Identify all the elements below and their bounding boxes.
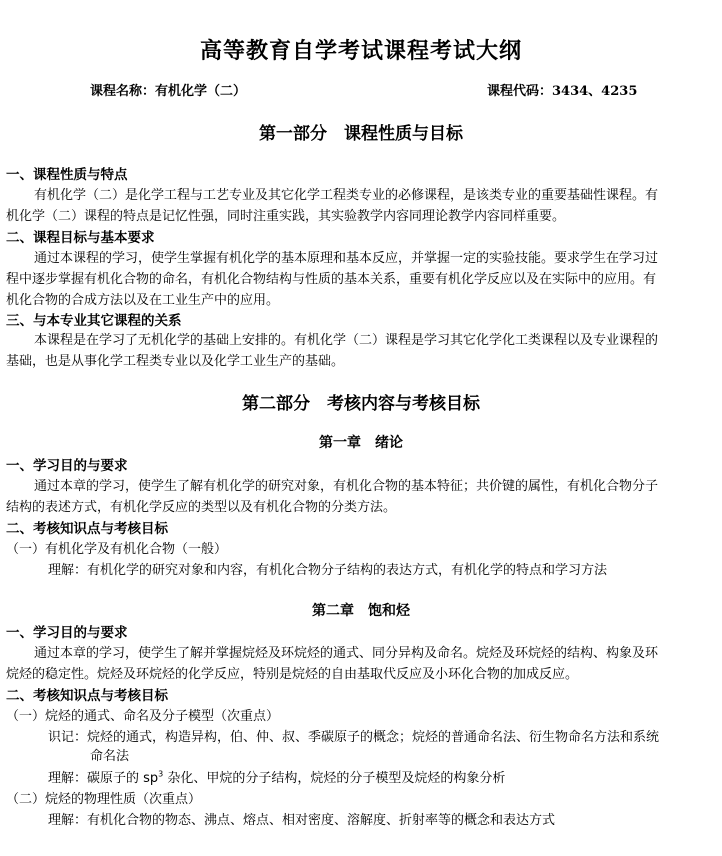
part1-section2-line: 通过本课程的学习，使学生掌握有机化学的基本原理和基本反应，并掌握一定的实验技能。要求学生在学习过 [34, 251, 659, 266]
part1-section2-heading: 二、课程目标与基本要求 [6, 230, 155, 246]
chapter1-section1-line: 结构的表述方式，有机化学反应的类型以及有机化合物的分类方法。 [6, 500, 397, 515]
chapter2-item1-memorize: 识记：烷烃的通式，构造异构，伯、仲、叔、季碳原子的概念；烷烃的普通命名法、衍生物命名方法和系统 [48, 730, 660, 745]
part1-section2-line: 机化合物的合成方法以及在工业生产中的应用。 [6, 293, 280, 308]
part1-section1-line: 有机化学（二）是化学工程与工艺专业及其它化学工程类专业的必修课程，是该类专业的重要基础性课程。有 [34, 188, 659, 203]
chapter1-section1-heading: 一、学习目的与要求 [6, 458, 128, 474]
chapter2-item1-memorize-cont: 命名法 [90, 749, 130, 764]
chapter1-item1: （一）有机化学及有机化合物（一般） [6, 542, 228, 557]
chapter1-section2-heading: 二、考核知识点与考核目标 [6, 521, 168, 537]
part1-section1-line: 机化学（二）课程的特点是记忆性强，同时注重实践，其实验教学内容同理论教学内容同样重要。 [6, 209, 566, 224]
sp3-superscript: 3 [158, 769, 164, 779]
chapter2-section1-line: 烷烃的稳定性。烷烃及环烷烃的化学反应，特别是烷烃的自由基取代反应及小环化合物的加成反应。 [6, 667, 579, 682]
course-name: 课程名称：有机化学（二） [90, 84, 247, 99]
chapter2-section2-heading: 二、考核知识点与考核目标 [6, 688, 168, 704]
course-code: 课程代码：3434、4235 [487, 84, 638, 99]
chapter1-section1-line: 通过本章的学习，使学生了解有机化学的研究对象，有机化合物的基本特征；共价键的属性，有机化合物分子 [34, 479, 659, 494]
part1-section1-heading: 一、课程性质与特点 [6, 167, 128, 183]
chapter2-item1-understand [48, 767, 505, 786]
chapter2-item2-text: 理解：有机化合物的物态、沸点、熔点、相对密度、溶解度、折射率等的概念和表达方式 [48, 813, 556, 828]
part1-heading: 第一部分 课程性质与目标 [259, 124, 463, 144]
understand-post: 杂化、甲烷的分子结构，烷烃的分子模型及烷烃的构象分析 [163, 771, 506, 786]
part1-section3-line: 本课程是在学习了无机化学的基础上安排的。有机化学（二）课程是学习其它化学化工类课程以及专业课程的 [34, 333, 659, 348]
part1-section3-heading: 三、与本专业其它课程的关系 [6, 313, 182, 329]
chapter1-item1-text: 理解：有机化学的研究对象和内容，有机化合物分子结构的表达方式，有机化学的特点和学习方法 [48, 563, 608, 578]
chapter1-heading: 第一章 绪论 [319, 435, 403, 451]
understand-pre: 理解：碳原子的 sp [48, 771, 159, 786]
document-title: 高等教育自学考试课程考试大纲 [199, 38, 522, 64]
part1-section3-line: 基础，也是从事化学工程类专业以及化学工业生产的基础。 [6, 354, 345, 369]
part2-heading: 第二部分 考核内容与考核目标 [242, 394, 480, 414]
chapter2-item1: （一）烷烃的通式、命名及分子模型（次重点） [6, 709, 280, 724]
chapter2-section1-line: 通过本章的学习，使学生了解并掌握烷烃及环烷烃的通式、同分异构及命名。烷烃及环烷烃的结构、构象及环 [34, 646, 659, 661]
chapter2-item2: （二）烷烃的物理性质（次重点） [6, 792, 202, 807]
chapter2-heading: 第二章 饱和烃 [312, 603, 410, 619]
chapter2-section1-heading: 一、学习目的与要求 [6, 625, 128, 641]
part1-section2-line: 程中逐步掌握有机化合物的命名，有机化合物结构与性质的基本关系，重要有机化学反应以及在实际中的应用。有 [6, 272, 657, 287]
